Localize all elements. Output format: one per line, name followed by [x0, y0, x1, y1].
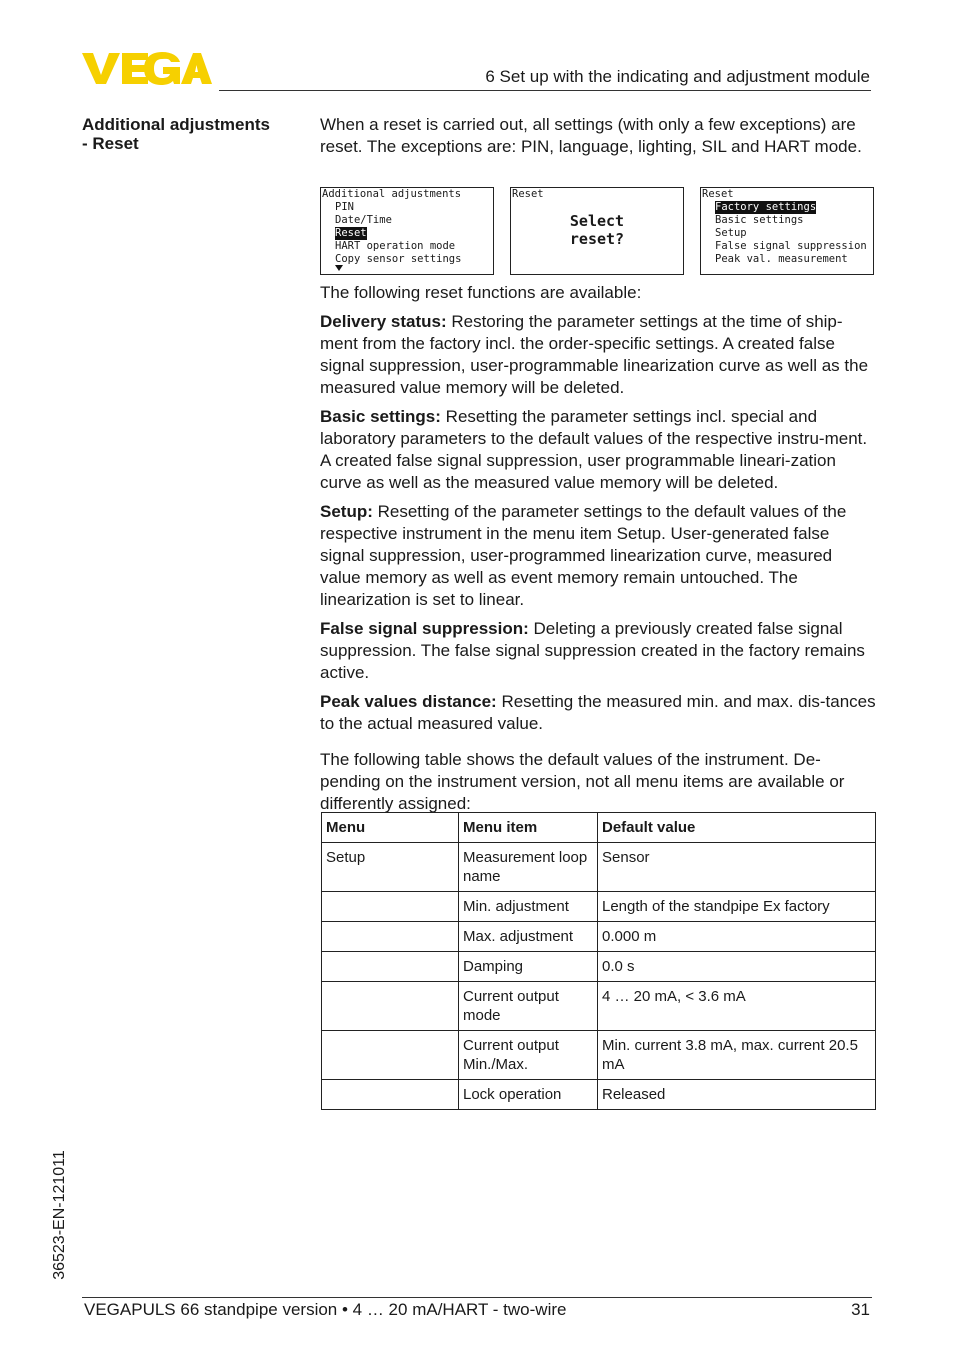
intro-paragraph: When a reset is carried out, all settings (with only a few exceptions) are reset. The exceptions are: PIN, language, lighting, SIL and HART mode. — [320, 115, 862, 156]
table-row: Current output Min./Max. Min. current 3.8 mA, max. current 20.5 mA — [322, 1031, 876, 1080]
display-menu-item: HART operation mode — [335, 240, 456, 252]
scroll-down-icon — [335, 265, 343, 271]
document-code: 36523-EN-121011 — [51, 1150, 68, 1280]
function-delivery-status: Delivery status: Restoring the parameter settings at the time of ship-ment from the factory incl. the order-specific settings. A created false signal suppression, user-programmable linearization curve as well as the measured value memory will be deleted. — [320, 312, 869, 397]
display-menu — [320, 187, 494, 275]
display-options-item: False signal suppression — [715, 240, 867, 252]
display-menu-item: PIN — [335, 201, 354, 213]
function-setup: Setup: Resetting of the parameter settings to the default values of the respective instrument in the menu item Setup. User-generated false signal suppression, user-programmed linearization curve, measured value memory as well as event memory remain untouched. The linearization is set to linear. — [320, 502, 847, 609]
table-header: Menu item — [459, 813, 598, 843]
display-menu-item: Date/Time — [335, 214, 392, 226]
footer-product: VEGAPULS 66 standpipe version • 4 … 20 mA/HART - two-wire — [84, 1300, 567, 1319]
function-peak-values: Peak values distance: Resetting the measured min. and max. dis-tances to the actual measured value. — [320, 692, 876, 733]
table-row: Damping 0.0 s — [322, 952, 876, 982]
table-header: Default value — [598, 813, 876, 843]
table-header: Menu — [322, 813, 459, 843]
table-row: Lock operation Released — [322, 1080, 876, 1110]
header-divider — [219, 90, 871, 91]
display-menu-title: Additional adjustments — [322, 188, 462, 200]
table-row: Current output mode 4 … 20 mA, < 3.6 mA — [322, 982, 876, 1031]
display-confirm-line2: reset? — [569, 230, 625, 248]
default-values-table — [321, 812, 876, 1110]
display-options-item-selected: Factory settings — [715, 201, 817, 213]
display-confirm — [510, 187, 684, 275]
reset-functions — [320, 282, 876, 822]
display-menu-item: Copy sensor settings — [335, 253, 462, 265]
display-options-item: Peak val. measurement — [715, 253, 848, 265]
display-options-item: Basic settings — [715, 214, 804, 226]
table-intro: The following table shows the default values of the instrument. De-pending on the instrument version, not all menu items are available or differently assigned: — [320, 750, 845, 813]
display-options — [700, 187, 874, 275]
vega-logo — [82, 50, 212, 86]
display-menu-item-selected: Reset — [335, 227, 367, 239]
table-row: Min. adjustment Length of the standpipe Ex factory — [322, 892, 876, 922]
side-heading-line2: - Reset — [82, 134, 139, 153]
display-confirm-title: Reset — [512, 188, 544, 200]
display-confirm-line1: Select — [569, 212, 625, 230]
side-heading-line1: Additional adjustments — [82, 115, 270, 134]
display-options-item: Setup — [715, 227, 747, 239]
footer-divider — [82, 1297, 872, 1298]
function-false-signal: False signal suppression: Deleting a previously created false signal suppression. The false signal suppression created in the factory remains active. — [320, 619, 865, 682]
section-title: 6 Set up with the indicating and adjustment module — [485, 67, 870, 86]
display-options-title: Reset — [702, 188, 734, 200]
function-basic-settings: Basic settings: Resetting the parameter settings incl. special and laboratory parameters to the default values of the respective instru-ment. A created false signal suppression, user programmable lineari-zation curve as well as the measured value memory will be deleted. — [320, 407, 868, 492]
functions-intro: The following reset functions are available: — [320, 283, 642, 302]
table-row: Setup Measurement loop name Sensor — [322, 843, 876, 892]
page-number: 31 — [851, 1300, 870, 1319]
side-heading — [82, 115, 302, 153]
table-header-row — [322, 813, 876, 843]
table-row: Max. adjustment 0.000 m — [322, 922, 876, 952]
